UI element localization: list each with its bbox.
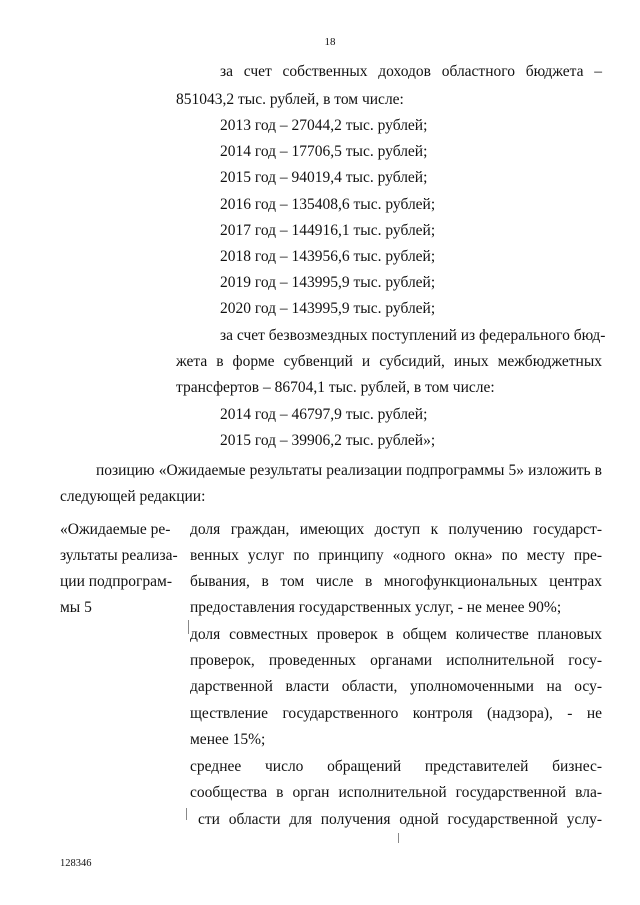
scan-mark <box>186 808 187 820</box>
year-line: 2017 год – 144916,1 тыс. рублей; <box>220 222 436 239</box>
table-label-line: зультаты реализа- <box>60 547 178 564</box>
table-label-line: «Ожидаемые ре- <box>60 521 171 538</box>
table-value-line: сти области для получения одной государственной услу- <box>198 811 602 828</box>
year-line: 2015 год – 39906,2 тыс. рублей»; <box>220 432 436 449</box>
table-value-line: бывания, в том числе в многофункциональных центрах <box>190 573 602 590</box>
table-value-line: менее 15%; <box>190 731 266 748</box>
table-value-line: сообщества в орган исполнительной государственной вла- <box>190 784 602 801</box>
table-value-line: доля совместных проверок в общем количестве плановых <box>190 626 602 643</box>
year-line: 2020 год – 143995,9 тыс. рублей; <box>220 300 436 317</box>
table-value-line: проверок, проведенных органами исполнительной госу- <box>190 652 602 669</box>
federal-funding-line: жета в форме субвенций и субсидий, иных межбюджетных <box>176 353 602 370</box>
year-line: 2018 год – 143956,6 тыс. рублей; <box>220 248 436 265</box>
document-code: 128346 <box>60 858 92 869</box>
federal-funding-line: за счет безвозмездных поступлений из федерального бюд- <box>220 327 606 344</box>
year-line: 2014 год – 17706,5 тыс. рублей; <box>220 143 428 160</box>
paragraph-line: позицию «Ожидаемые результаты реализации подпрограммы 5» изложить в <box>96 462 602 479</box>
year-line: 2016 год – 135408,6 тыс. рублей; <box>220 196 436 213</box>
scan-mark <box>398 833 399 843</box>
year-line: 2013 год – 27044,2 тыс. рублей; <box>220 117 428 134</box>
table-label-line: ции подпрограм- <box>60 573 172 590</box>
funding-own-income-line: за счет собственных доходов областного бюджета – <box>220 63 602 80</box>
table-value-line: венных услуг по принципу «одного окна» по месту пре- <box>190 547 602 564</box>
federal-funding-line: трансфертов – 86704,1 тыс. рублей, в том числе: <box>176 379 495 396</box>
scan-mark <box>188 620 189 634</box>
year-line: 2015 год – 94019,4 тыс. рублей; <box>220 169 428 186</box>
year-line: 2014 год – 46797,9 тыс. рублей; <box>220 406 428 423</box>
table-value-line: ществление государственного контроля (надзора), - не <box>190 705 602 722</box>
year-line: 2019 год – 143995,9 тыс. рублей; <box>220 274 436 291</box>
table-value-line: среднее число обращений представителей бизнес- <box>190 758 602 775</box>
table-value-line: предоставления государственных услуг, - не менее 90%; <box>190 599 562 616</box>
paragraph-line: следующей редакции: <box>60 488 206 505</box>
table-label-line: мы 5 <box>60 599 92 616</box>
funding-own-income-total: 851043,2 тыс. рублей, в том числе: <box>176 91 404 108</box>
page-number: 18 <box>324 36 336 48</box>
table-value-line: доля граждан, имеющих доступ к получению государст- <box>190 521 602 538</box>
table-value-line: дарственной власти области, уполномоченными на осу- <box>190 678 602 695</box>
